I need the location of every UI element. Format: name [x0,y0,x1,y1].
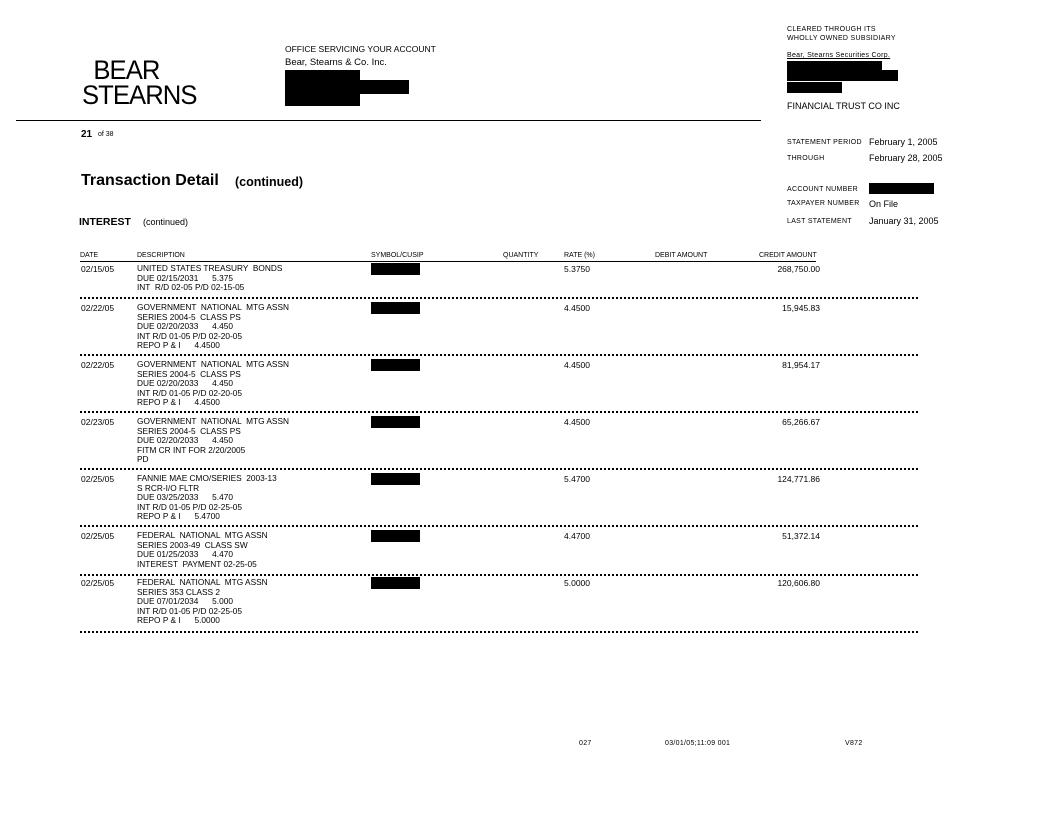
description-line: DUE 02/20/2033 4.450 [137,378,233,389]
description-line: SERIES 353 CLASS 2 [137,586,221,597]
row-credit-amount: 268,750.00 [777,264,820,274]
redacted-client-line-3 [787,82,842,93]
description-line: GOVERNMENT NATIONAL MTG ASSN [137,416,289,426]
description-line: DUE 02/20/2033 4.450 [137,435,233,446]
description-line: FEDERAL NATIONAL MTG ASSN [137,577,268,587]
row-date: 02/25/05 [81,531,115,541]
footer-timestamp: 03/01/05;11:09 001 [665,740,731,747]
row-date: 02/25/05 [81,578,115,588]
description-line: INT R/D 01-05 P/D 02-20-05 [137,387,242,398]
description-line: REPO P & I 5.0000 [137,615,220,626]
description-line: INTEREST PAYMENT 02-25-05 [137,558,257,569]
row-description [137,578,268,626]
description-line: SERIES 2003-49 CLASS SW [137,539,248,550]
section-title: INTEREST [79,216,131,228]
last-statement-value: January 31, 2005 [869,216,939,226]
row-credit-amount: 124,771.86 [777,474,820,484]
description-line: FITM CR INT FOR 2/20/2005 [137,444,246,455]
statement-period-label: STATEMENT PERIOD [787,139,862,146]
footer-code-1: 027 [579,740,592,747]
bear-stearns-logo [82,55,197,110]
row-credit-amount: 15,945.83 [782,303,820,313]
page-title-continued: (continued) [235,175,304,189]
col-header-debit: DEBIT AMOUNT [655,252,708,259]
redacted-office-address-2 [285,80,409,94]
row-rate: 5.0000 [564,578,590,588]
clearing-name: Bear, Stearns Securities Corp. [787,52,891,59]
row-separator [80,297,918,299]
description-line: UNITED STATES TREASURY BONDS [137,263,283,273]
redacted-symbol-cusip [371,263,420,275]
description-line: REPO P & I 5.4700 [137,511,220,522]
logo-line-1: BEAR [93,55,160,85]
col-header-symbol: SYMBOL/CUSIP [371,252,424,259]
client-name: FINANCIAL TRUST CO INC [787,101,900,111]
section-title-continued: (continued) [143,217,189,227]
row-description [137,303,289,351]
clearing-line-2: WHOLLY OWNED SUBSIDIARY [787,35,896,42]
row-description [137,474,277,522]
row-date: 02/22/05 [81,360,115,370]
logo-line-2: STEARNS [82,80,197,110]
row-rate: 4.4500 [564,360,590,370]
description-line: PD [137,454,149,465]
description-line: SERIES 2004-5 CLASS PS [137,425,241,436]
redacted-client-line-2 [787,70,898,81]
row-description [137,531,268,569]
row-description [137,264,282,293]
row-rate: 5.3750 [564,264,590,274]
description-line: INT R/D 01-05 P/D 02-25-05 [137,501,242,512]
redacted-office-address-3 [285,93,360,106]
row-credit-amount: 81,954.17 [782,360,820,370]
redacted-symbol-cusip [371,302,420,314]
office-label: OFFICE SERVICING YOUR ACCOUNT [285,44,436,54]
col-header-credit: CREDIT AMOUNT [759,252,817,259]
row-credit-amount: 120,606.80 [777,578,820,588]
row-description [137,417,289,465]
col-header-description: DESCRIPTION [137,252,185,259]
row-credit-amount: 65,266.67 [782,417,820,427]
description-line: REPO P & I 4.4500 [137,397,220,408]
page-title: Transaction Detail [81,172,219,189]
through-value: February 28, 2005 [869,153,943,163]
page-of-label: of 38 [98,131,114,138]
row-rate: 4.4500 [564,303,590,313]
description-line: INT R/D 01-05 P/D 02-25-05 [137,605,242,616]
redacted-symbol-cusip [371,473,420,485]
taxpayer-number-label: TAXPAYER NUMBER [787,200,860,207]
row-rate: 5.4700 [564,474,590,484]
col-header-date: DATE [80,252,99,259]
row-credit-amount: 51,372.14 [782,531,820,541]
row-separator [80,631,918,633]
col-header-rate: RATE (%) [564,252,595,259]
row-date: 02/15/05 [81,264,115,274]
description-line: GOVERNMENT NATIONAL MTG ASSN [137,302,289,312]
footer-code-2: V872 [845,740,863,747]
page-number: 21 [81,129,93,140]
description-line: SERIES 2004-5 CLASS PS [137,368,241,379]
account-number-label: ACCOUNT NUMBER [787,186,858,193]
column-header-rule [80,261,816,262]
statement-period-value: February 1, 2005 [869,137,938,147]
last-statement-label: LAST STATEMENT [787,218,852,225]
row-rate: 4.4700 [564,531,590,541]
redacted-symbol-cusip [371,530,420,542]
description-line: DUE 01/25/2033 4.470 [137,549,233,560]
taxpayer-number-value: On File [869,199,899,209]
header-rule [16,120,761,121]
row-separator [80,574,918,576]
description-line: INT R/D 01-05 P/D 02-20-05 [137,330,242,341]
redacted-account-number [869,183,934,194]
row-separator [80,354,918,356]
description-line: DUE 02/15/2031 5.375 [137,272,233,283]
description-line: DUE 03/25/2033 5.470 [137,492,233,503]
description-line: DUE 07/01/2034 5.000 [137,596,233,607]
redacted-symbol-cusip [371,359,420,371]
row-date: 02/22/05 [81,303,115,313]
description-line: GOVERNMENT NATIONAL MTG ASSN [137,359,289,369]
redacted-symbol-cusip [371,416,420,428]
description-line: INT R/D 02-05 P/D 02-15-05 [137,282,245,293]
through-label: THROUGH [787,155,825,162]
row-description [137,360,289,408]
row-separator [80,525,918,527]
clearing-line-1: CLEARED THROUGH ITS [787,26,876,33]
row-separator [80,468,918,470]
description-line: S RCR-I/O FLTR [137,482,200,493]
row-separator [80,411,918,413]
office-name: Bear, Stearns & Co. Inc. [285,57,387,68]
description-line: SERIES 2004-5 CLASS PS [137,311,241,322]
redacted-symbol-cusip [371,577,420,589]
description-line: DUE 02/20/2033 4.450 [137,321,233,332]
row-rate: 4.4500 [564,417,590,427]
description-line: FANNIE MAE CMO/SERIES 2003-13 [137,473,277,483]
row-date: 02/25/05 [81,474,115,484]
row-date: 02/23/05 [81,417,115,427]
col-header-quantity: QUANTITY [503,252,539,259]
description-line: REPO P & I 4.4500 [137,340,220,351]
description-line: FEDERAL NATIONAL MTG ASSN [137,530,268,540]
